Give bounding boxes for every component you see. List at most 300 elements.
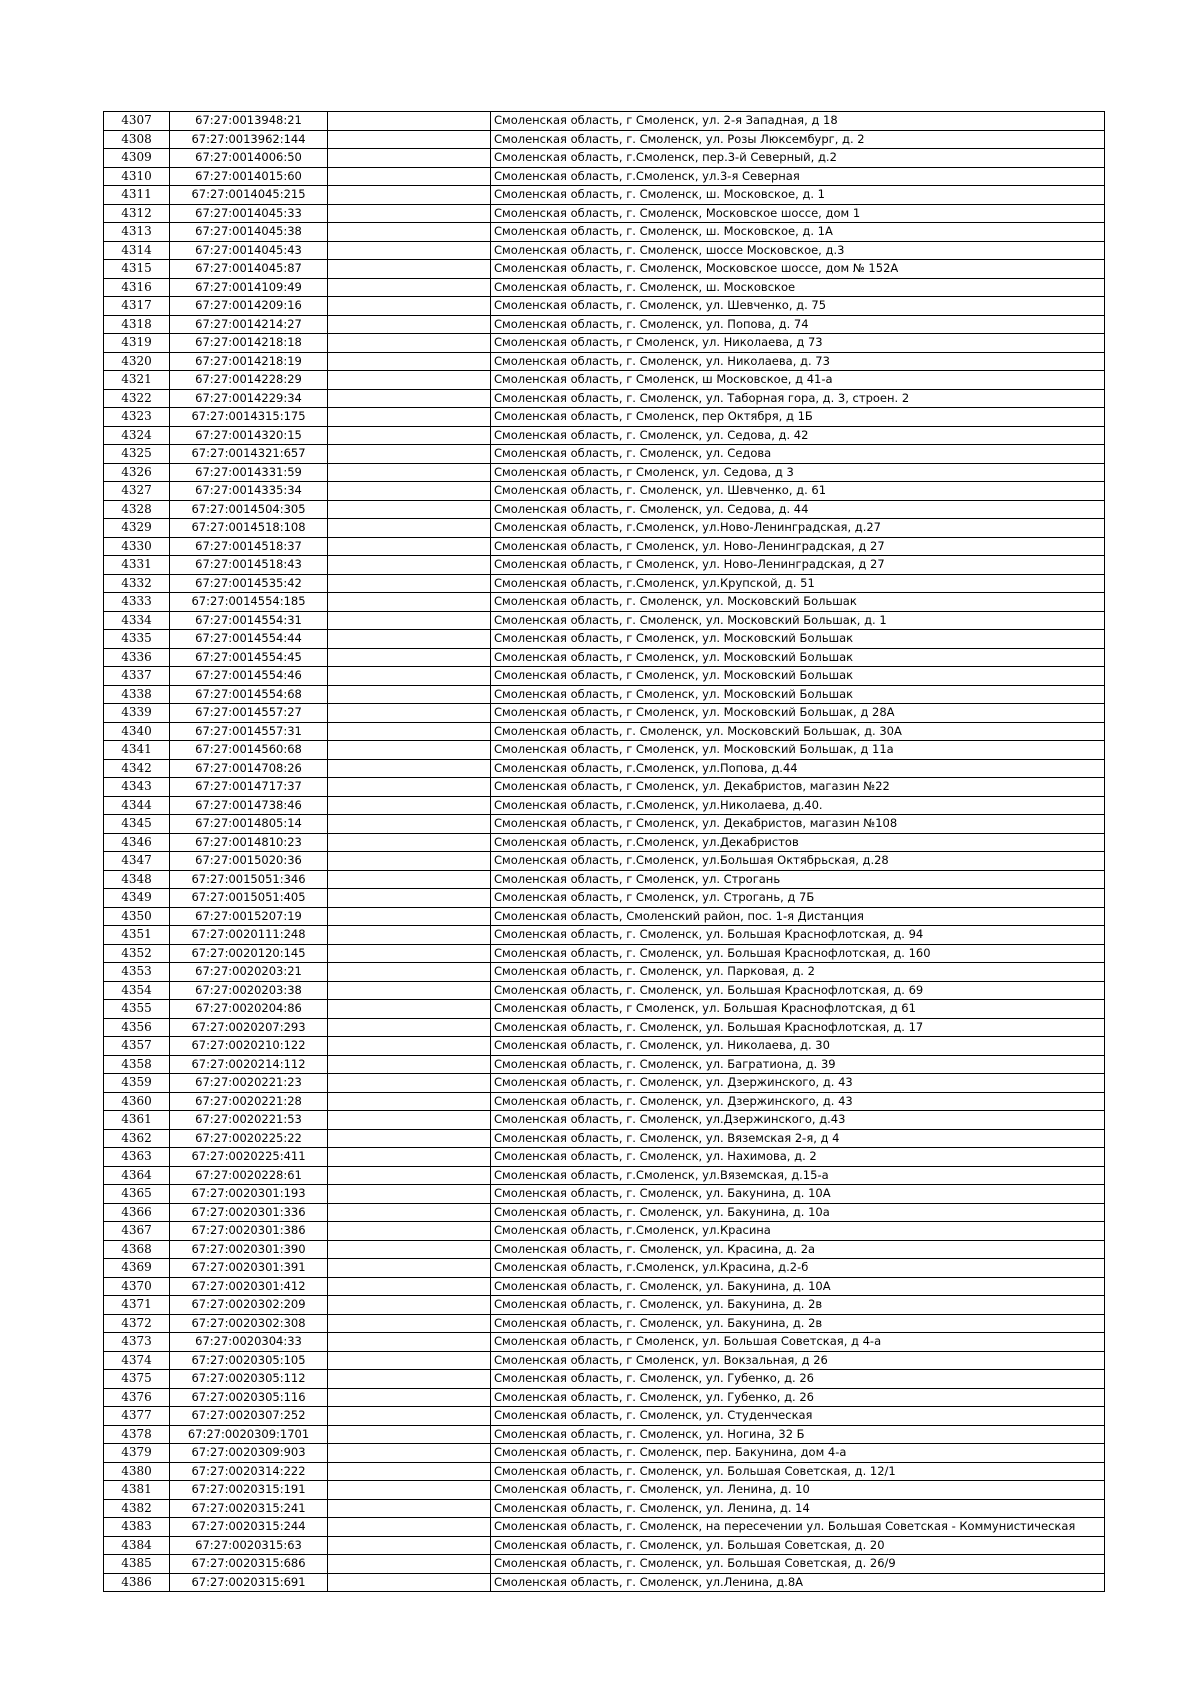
address-cell: Смоленская область, г. Смоленск, на пересечении ул. Большая Советская - Коммунистическая bbox=[491, 1518, 1105, 1537]
table-row bbox=[104, 1259, 1105, 1278]
cadastral-number-cell: 67:27:0014335:34 bbox=[170, 482, 328, 501]
row-number-cell: 4361 bbox=[104, 1111, 170, 1130]
cadastral-number-cell: 67:27:0014554:46 bbox=[170, 667, 328, 686]
table-row bbox=[104, 593, 1105, 612]
table-row bbox=[104, 685, 1105, 704]
row-number-cell: 4354 bbox=[104, 981, 170, 1000]
row-number-cell: 4340 bbox=[104, 722, 170, 741]
table-row bbox=[104, 426, 1105, 445]
address-cell: Смоленская область, г. Смоленск, ул. Большая Краснофлотская, д. 94 bbox=[491, 926, 1105, 945]
registry-table bbox=[103, 111, 1105, 1592]
cadastral-number-cell: 67:27:0020207:293 bbox=[170, 1018, 328, 1037]
row-number-cell: 4386 bbox=[104, 1573, 170, 1592]
empty-cell bbox=[328, 1000, 491, 1019]
cadastral-number-cell: 67:27:0014209:16 bbox=[170, 297, 328, 316]
table-row bbox=[104, 852, 1105, 871]
row-number-cell: 4374 bbox=[104, 1351, 170, 1370]
address-cell: Смоленская область, г. Смоленск, ул. Большая Советская, д. 26/9 bbox=[491, 1555, 1105, 1574]
table-row bbox=[104, 1000, 1105, 1019]
address-cell: Смоленская область, г. Смоленск, ул. Московский Большак bbox=[491, 593, 1105, 612]
address-cell: Смоленская область, г Смоленск, ул. Московский Большак bbox=[491, 630, 1105, 649]
row-number-cell: 4312 bbox=[104, 204, 170, 223]
cadastral-number-cell: 67:27:0020221:53 bbox=[170, 1111, 328, 1130]
table-row bbox=[104, 574, 1105, 593]
row-number-cell: 4313 bbox=[104, 223, 170, 242]
cadastral-number-cell: 67:27:0014045:87 bbox=[170, 260, 328, 279]
row-number-cell: 4373 bbox=[104, 1333, 170, 1352]
cadastral-number-cell: 67:27:0014315:175 bbox=[170, 408, 328, 427]
address-cell: Смоленская область, г. Смоленск, ул. Парковая, д. 2 bbox=[491, 963, 1105, 982]
row-number-cell: 4362 bbox=[104, 1129, 170, 1148]
row-number-cell: 4360 bbox=[104, 1092, 170, 1111]
empty-cell bbox=[328, 926, 491, 945]
table-row bbox=[104, 963, 1105, 982]
cadastral-number-cell: 67:27:0014218:18 bbox=[170, 334, 328, 353]
cadastral-number-cell: 67:27:0020225:22 bbox=[170, 1129, 328, 1148]
row-number-cell: 4385 bbox=[104, 1555, 170, 1574]
cadastral-number-cell: 67:27:0015020:36 bbox=[170, 852, 328, 871]
empty-cell bbox=[328, 759, 491, 778]
table-row bbox=[104, 1018, 1105, 1037]
address-cell: Смоленская область, г. Смоленск, ул. Бакунина, д. 2в bbox=[491, 1314, 1105, 1333]
address-cell: Смоленская область, г. Смоленск, ул. Ленина, д. 14 bbox=[491, 1499, 1105, 1518]
empty-cell bbox=[328, 981, 491, 1000]
cadastral-number-cell: 67:27:0020302:209 bbox=[170, 1296, 328, 1315]
cadastral-number-cell: 67:27:0014045:33 bbox=[170, 204, 328, 223]
empty-cell bbox=[328, 389, 491, 408]
row-number-cell: 4335 bbox=[104, 630, 170, 649]
row-number-cell: 4307 bbox=[104, 112, 170, 131]
address-cell: Смоленская область, г. Смоленск, ул. Красина, д. 2а bbox=[491, 1240, 1105, 1259]
table-row bbox=[104, 722, 1105, 741]
empty-cell bbox=[328, 1148, 491, 1167]
cadastral-number-cell: 67:27:0020204:86 bbox=[170, 1000, 328, 1019]
table-row bbox=[104, 1407, 1105, 1426]
table-row bbox=[104, 1166, 1105, 1185]
cadastral-number-cell: 67:27:0014518:37 bbox=[170, 537, 328, 556]
empty-cell bbox=[328, 704, 491, 723]
empty-cell bbox=[328, 1111, 491, 1130]
row-number-cell: 4325 bbox=[104, 445, 170, 464]
address-cell: Смоленская область, г. Смоленск, ул. Бакунина, д. 2в bbox=[491, 1296, 1105, 1315]
empty-cell bbox=[328, 1296, 491, 1315]
empty-cell bbox=[328, 944, 491, 963]
cadastral-number-cell: 67:27:0020315:63 bbox=[170, 1536, 328, 1555]
cadastral-number-cell: 67:27:0014554:45 bbox=[170, 648, 328, 667]
address-cell: Смоленская область, г Смоленск, ул. Строгань bbox=[491, 870, 1105, 889]
table-row bbox=[104, 907, 1105, 926]
address-cell: Смоленская область, г Смоленск, ул. Ново-Ленинградская, д 27 bbox=[491, 537, 1105, 556]
table-row bbox=[104, 833, 1105, 852]
row-number-cell: 4363 bbox=[104, 1148, 170, 1167]
table-row bbox=[104, 1351, 1105, 1370]
table-row bbox=[104, 556, 1105, 575]
row-number-cell: 4321 bbox=[104, 371, 170, 390]
empty-cell bbox=[328, 241, 491, 260]
table-row bbox=[104, 130, 1105, 149]
row-number-cell: 4369 bbox=[104, 1259, 170, 1278]
cadastral-number-cell: 67:27:0014554:31 bbox=[170, 611, 328, 630]
empty-cell bbox=[328, 408, 491, 427]
table-row bbox=[104, 1240, 1105, 1259]
address-cell: Смоленская область, г. Смоленск, ул. Бакунина, д. 10а bbox=[491, 1203, 1105, 1222]
row-number-cell: 4329 bbox=[104, 519, 170, 538]
table-row bbox=[104, 1314, 1105, 1333]
row-number-cell: 4377 bbox=[104, 1407, 170, 1426]
empty-cell bbox=[328, 426, 491, 445]
cadastral-number-cell: 67:27:0020301:390 bbox=[170, 1240, 328, 1259]
table-row bbox=[104, 352, 1105, 371]
row-number-cell: 4338 bbox=[104, 685, 170, 704]
row-number-cell: 4310 bbox=[104, 167, 170, 186]
cadastral-number-cell: 67:27:0014214:27 bbox=[170, 315, 328, 334]
empty-cell bbox=[328, 1277, 491, 1296]
registry-table-body bbox=[104, 112, 1105, 1592]
cadastral-number-cell: 67:27:0014228:29 bbox=[170, 371, 328, 390]
empty-cell bbox=[328, 1222, 491, 1241]
cadastral-number-cell: 67:27:0020315:191 bbox=[170, 1481, 328, 1500]
row-number-cell: 4348 bbox=[104, 870, 170, 889]
table-row bbox=[104, 1536, 1105, 1555]
empty-cell bbox=[328, 852, 491, 871]
empty-cell bbox=[328, 796, 491, 815]
row-number-cell: 4375 bbox=[104, 1370, 170, 1389]
address-cell: Смоленская область, г Смоленск, ул. Московский Большак, д 28А bbox=[491, 704, 1105, 723]
empty-cell bbox=[328, 278, 491, 297]
cadastral-number-cell: 67:27:0020305:116 bbox=[170, 1388, 328, 1407]
address-cell: Смоленская область, г.Смоленск, ул.Декабристов bbox=[491, 833, 1105, 852]
cadastral-number-cell: 67:27:0020120:145 bbox=[170, 944, 328, 963]
cadastral-number-cell: 67:27:0014554:68 bbox=[170, 685, 328, 704]
cadastral-number-cell: 67:27:0020221:23 bbox=[170, 1074, 328, 1093]
row-number-cell: 4322 bbox=[104, 389, 170, 408]
cadastral-number-cell: 67:27:0014518:108 bbox=[170, 519, 328, 538]
address-cell: Смоленская область, г. Смоленск, ул. Николаева, д. 73 bbox=[491, 352, 1105, 371]
table-row bbox=[104, 1518, 1105, 1537]
row-number-cell: 4341 bbox=[104, 741, 170, 760]
table-row bbox=[104, 1037, 1105, 1056]
address-cell: Смоленская область, г.Смоленск, ул.Попова, д.44 bbox=[491, 759, 1105, 778]
empty-cell bbox=[328, 1259, 491, 1278]
table-row bbox=[104, 778, 1105, 797]
row-number-cell: 4332 bbox=[104, 574, 170, 593]
row-number-cell: 4314 bbox=[104, 241, 170, 260]
address-cell: Смоленская область, г. Смоленск, ул. Седова, д. 44 bbox=[491, 500, 1105, 519]
row-number-cell: 4309 bbox=[104, 149, 170, 168]
empty-cell bbox=[328, 223, 491, 242]
cadastral-number-cell: 67:27:0020305:112 bbox=[170, 1370, 328, 1389]
address-cell: Смоленская область, г. Смоленск, ул. Николаева, д. 30 bbox=[491, 1037, 1105, 1056]
table-row bbox=[104, 112, 1105, 131]
cadastral-number-cell: 67:27:0020309:1701 bbox=[170, 1425, 328, 1444]
cadastral-number-cell: 67:27:0020301:412 bbox=[170, 1277, 328, 1296]
row-number-cell: 4383 bbox=[104, 1518, 170, 1537]
cadastral-number-cell: 67:27:0014535:42 bbox=[170, 574, 328, 593]
row-number-cell: 4339 bbox=[104, 704, 170, 723]
empty-cell bbox=[328, 722, 491, 741]
empty-cell bbox=[328, 889, 491, 908]
row-number-cell: 4346 bbox=[104, 833, 170, 852]
row-number-cell: 4349 bbox=[104, 889, 170, 908]
address-cell: Смоленская область, г. Смоленск, ул. Ленина, д. 10 bbox=[491, 1481, 1105, 1500]
cadastral-number-cell: 67:27:0014331:59 bbox=[170, 463, 328, 482]
address-cell: Смоленская область, г. Смоленск, Московское шоссе, дом 1 bbox=[491, 204, 1105, 223]
cadastral-number-cell: 67:27:0014560:68 bbox=[170, 741, 328, 760]
table-row bbox=[104, 315, 1105, 334]
empty-cell bbox=[328, 482, 491, 501]
address-cell: Смоленская область, г Смоленск, ул. Ново-Ленинградская, д 27 bbox=[491, 556, 1105, 575]
row-number-cell: 4315 bbox=[104, 260, 170, 279]
cadastral-number-cell: 67:27:0015051:346 bbox=[170, 870, 328, 889]
row-number-cell: 4334 bbox=[104, 611, 170, 630]
cadastral-number-cell: 67:27:0014738:46 bbox=[170, 796, 328, 815]
row-number-cell: 4364 bbox=[104, 1166, 170, 1185]
cadastral-number-cell: 67:27:0014015:60 bbox=[170, 167, 328, 186]
table-row bbox=[104, 1296, 1105, 1315]
address-cell: Смоленская область, г. Смоленск, Московское шоссе, дом № 152А bbox=[491, 260, 1105, 279]
cadastral-number-cell: 67:27:0013962:144 bbox=[170, 130, 328, 149]
cadastral-number-cell: 67:27:0020305:105 bbox=[170, 1351, 328, 1370]
empty-cell bbox=[328, 463, 491, 482]
empty-cell bbox=[328, 371, 491, 390]
address-cell: Смоленская область, г. Смоленск, ул. Губенко, д. 26 bbox=[491, 1388, 1105, 1407]
row-number-cell: 4376 bbox=[104, 1388, 170, 1407]
table-row bbox=[104, 1055, 1105, 1074]
empty-cell bbox=[328, 963, 491, 982]
table-row bbox=[104, 223, 1105, 242]
cadastral-number-cell: 67:27:0020301:336 bbox=[170, 1203, 328, 1222]
table-row bbox=[104, 1203, 1105, 1222]
table-row bbox=[104, 1481, 1105, 1500]
address-cell: Смоленская область, г. Смоленск, ул. Багратиона, д. 39 bbox=[491, 1055, 1105, 1074]
empty-cell bbox=[328, 315, 491, 334]
empty-cell bbox=[328, 556, 491, 575]
cadastral-number-cell: 67:27:0020203:21 bbox=[170, 963, 328, 982]
table-row bbox=[104, 1185, 1105, 1204]
address-cell: Смоленская область, г Смоленск, ул. Декабристов, магазин №108 bbox=[491, 815, 1105, 834]
cadastral-number-cell: 67:27:0020214:112 bbox=[170, 1055, 328, 1074]
empty-cell bbox=[328, 1092, 491, 1111]
row-number-cell: 4365 bbox=[104, 1185, 170, 1204]
row-number-cell: 4355 bbox=[104, 1000, 170, 1019]
cadastral-number-cell: 67:27:0020314:222 bbox=[170, 1462, 328, 1481]
table-row bbox=[104, 648, 1105, 667]
empty-cell bbox=[328, 574, 491, 593]
empty-cell bbox=[328, 685, 491, 704]
cadastral-number-cell: 67:27:0020315:244 bbox=[170, 1518, 328, 1537]
cadastral-number-cell: 67:27:0013948:21 bbox=[170, 112, 328, 131]
address-cell: Смоленская область, г Смоленск, ул. Николаева, д 73 bbox=[491, 334, 1105, 353]
empty-cell bbox=[328, 1555, 491, 1574]
address-cell: Смоленская область, г. Смоленск, ул. Розы Люксембург, д. 2 bbox=[491, 130, 1105, 149]
address-cell: Смоленская область, г. Смоленск, ул. Студенческая bbox=[491, 1407, 1105, 1426]
empty-cell bbox=[328, 1481, 491, 1500]
empty-cell bbox=[328, 1185, 491, 1204]
row-number-cell: 4326 bbox=[104, 463, 170, 482]
address-cell: Смоленская область, г.Смоленск, пер.3-й Северный, д.2 bbox=[491, 149, 1105, 168]
table-row bbox=[104, 204, 1105, 223]
empty-cell bbox=[328, 1037, 491, 1056]
row-number-cell: 4318 bbox=[104, 315, 170, 334]
row-number-cell: 4353 bbox=[104, 963, 170, 982]
row-number-cell: 4381 bbox=[104, 1481, 170, 1500]
empty-cell bbox=[328, 593, 491, 612]
cadastral-number-cell: 67:27:0020315:691 bbox=[170, 1573, 328, 1592]
empty-cell bbox=[328, 1425, 491, 1444]
empty-cell bbox=[328, 667, 491, 686]
table-row bbox=[104, 1148, 1105, 1167]
row-number-cell: 4337 bbox=[104, 667, 170, 686]
table-row bbox=[104, 1370, 1105, 1389]
row-number-cell: 4358 bbox=[104, 1055, 170, 1074]
address-cell: Смоленская область, г. Смоленск, ул. Нахимова, д. 2 bbox=[491, 1148, 1105, 1167]
empty-cell bbox=[328, 334, 491, 353]
table-row bbox=[104, 1444, 1105, 1463]
row-number-cell: 4323 bbox=[104, 408, 170, 427]
table-row bbox=[104, 389, 1105, 408]
row-number-cell: 4366 bbox=[104, 1203, 170, 1222]
address-cell: Смоленская область, г. Смоленск, ул. Седова bbox=[491, 445, 1105, 464]
address-cell: Смоленская область, г. Смоленск, ул. Большая Советская, д. 12/1 bbox=[491, 1462, 1105, 1481]
table-row bbox=[104, 371, 1105, 390]
cadastral-number-cell: 67:27:0014321:657 bbox=[170, 445, 328, 464]
row-number-cell: 4308 bbox=[104, 130, 170, 149]
address-cell: Смоленская область, г Смоленск, ул. 2-я Западная, д 18 bbox=[491, 112, 1105, 131]
address-cell: Смоленская область, г.Смоленск, ул.Красина bbox=[491, 1222, 1105, 1241]
address-cell: Смоленская область, г Смоленск, ул. Московский Большак bbox=[491, 685, 1105, 704]
row-number-cell: 4324 bbox=[104, 426, 170, 445]
table-row bbox=[104, 944, 1105, 963]
address-cell: Смоленская область, г.Смоленск, ул.Красина, д.2-б bbox=[491, 1259, 1105, 1278]
cadastral-number-cell: 67:27:0014504:305 bbox=[170, 500, 328, 519]
table-row bbox=[104, 463, 1105, 482]
empty-cell bbox=[328, 1314, 491, 1333]
table-row bbox=[104, 1388, 1105, 1407]
address-cell: Смоленская область, г. Смоленск, ул.Дзержинского, д.43 bbox=[491, 1111, 1105, 1130]
cadastral-number-cell: 67:27:0014518:43 bbox=[170, 556, 328, 575]
row-number-cell: 4380 bbox=[104, 1462, 170, 1481]
address-cell: Смоленская область, г.Смоленск, ул.Вяземская, д.15-а bbox=[491, 1166, 1105, 1185]
cadastral-number-cell: 67:27:0020315:686 bbox=[170, 1555, 328, 1574]
table-row bbox=[104, 278, 1105, 297]
table-row bbox=[104, 537, 1105, 556]
row-number-cell: 4357 bbox=[104, 1037, 170, 1056]
row-number-cell: 4320 bbox=[104, 352, 170, 371]
table-row bbox=[104, 611, 1105, 630]
empty-cell bbox=[328, 1444, 491, 1463]
address-cell: Смоленская область, г Смоленск, ул. Строгань, д 7Б bbox=[491, 889, 1105, 908]
empty-cell bbox=[328, 1573, 491, 1592]
table-row bbox=[104, 1499, 1105, 1518]
table-row bbox=[104, 1092, 1105, 1111]
address-cell: Смоленская область, г.Смоленск, ул.3-я Северная bbox=[491, 167, 1105, 186]
cadastral-number-cell: 67:27:0020302:308 bbox=[170, 1314, 328, 1333]
table-row bbox=[104, 870, 1105, 889]
empty-cell bbox=[328, 1129, 491, 1148]
address-cell: Смоленская область, г. Смоленск, ул. Дзержинского, д. 43 bbox=[491, 1092, 1105, 1111]
address-cell: Смоленская область, г. Смоленск, ул. Большая Краснофлотская, д. 69 bbox=[491, 981, 1105, 1000]
cadastral-number-cell: 67:27:0014229:34 bbox=[170, 389, 328, 408]
table-row bbox=[104, 297, 1105, 316]
address-cell: Смоленская область, г.Смоленск, ул.Крупской, д. 51 bbox=[491, 574, 1105, 593]
address-cell: Смоленская область, г Смоленск, ул. Большая Советская, д 4-а bbox=[491, 1333, 1105, 1352]
address-cell: Смоленская область, г Смоленск, ш Московское, д 41-а bbox=[491, 371, 1105, 390]
table-row bbox=[104, 667, 1105, 686]
empty-cell bbox=[328, 1351, 491, 1370]
empty-cell bbox=[328, 630, 491, 649]
row-number-cell: 4316 bbox=[104, 278, 170, 297]
empty-cell bbox=[328, 1499, 491, 1518]
table-row bbox=[104, 796, 1105, 815]
table-row bbox=[104, 630, 1105, 649]
table-row bbox=[104, 1333, 1105, 1352]
row-number-cell: 4367 bbox=[104, 1222, 170, 1241]
empty-cell bbox=[328, 204, 491, 223]
row-number-cell: 4319 bbox=[104, 334, 170, 353]
cadastral-number-cell: 67:27:0020221:28 bbox=[170, 1092, 328, 1111]
cadastral-number-cell: 67:27:0014045:215 bbox=[170, 186, 328, 205]
cadastral-number-cell: 67:27:0015051:405 bbox=[170, 889, 328, 908]
cadastral-number-cell: 67:27:0014708:26 bbox=[170, 759, 328, 778]
table-row bbox=[104, 759, 1105, 778]
cadastral-number-cell: 67:27:0020307:252 bbox=[170, 1407, 328, 1426]
address-cell: Смоленская область, г. Смоленск, ул. Большая Краснофлотская, д. 160 bbox=[491, 944, 1105, 963]
address-cell: Смоленская область, г Смоленск, ул. Большая Краснофлотская, д 61 bbox=[491, 1000, 1105, 1019]
row-number-cell: 4343 bbox=[104, 778, 170, 797]
row-number-cell: 4352 bbox=[104, 944, 170, 963]
empty-cell bbox=[328, 833, 491, 852]
address-cell: Смоленская область, г. Смоленск, ул. Шевченко, д. 61 bbox=[491, 482, 1105, 501]
table-row bbox=[104, 1573, 1105, 1592]
row-number-cell: 4359 bbox=[104, 1074, 170, 1093]
cadastral-number-cell: 67:27:0014554:185 bbox=[170, 593, 328, 612]
table-row bbox=[104, 186, 1105, 205]
empty-cell bbox=[328, 260, 491, 279]
cadastral-number-cell: 67:27:0020301:391 bbox=[170, 1259, 328, 1278]
address-cell: Смоленская область, г. Смоленск, ул. Бакунина, д. 10А bbox=[491, 1185, 1105, 1204]
row-number-cell: 4342 bbox=[104, 759, 170, 778]
table-row bbox=[104, 1222, 1105, 1241]
cadastral-number-cell: 67:27:0020225:411 bbox=[170, 1148, 328, 1167]
table-row bbox=[104, 445, 1105, 464]
empty-cell bbox=[328, 1333, 491, 1352]
cadastral-number-cell: 67:27:0020203:38 bbox=[170, 981, 328, 1000]
table-row bbox=[104, 981, 1105, 1000]
table-row bbox=[104, 815, 1105, 834]
empty-cell bbox=[328, 1074, 491, 1093]
empty-cell bbox=[328, 778, 491, 797]
cadastral-number-cell: 67:27:0014320:15 bbox=[170, 426, 328, 445]
address-cell: Смоленская область, г. Смоленск, ш. Московское bbox=[491, 278, 1105, 297]
cadastral-number-cell: 67:27:0014045:43 bbox=[170, 241, 328, 260]
table-row bbox=[104, 1555, 1105, 1574]
empty-cell bbox=[328, 1407, 491, 1426]
empty-cell bbox=[328, 130, 491, 149]
address-cell: Смоленская область, г. Смоленск, ул. Московский Большак, д. 1 bbox=[491, 611, 1105, 630]
row-number-cell: 4384 bbox=[104, 1536, 170, 1555]
cadastral-number-cell: 67:27:0014554:44 bbox=[170, 630, 328, 649]
address-cell: Смоленская область, г.Смоленск, ул.Ново-Ленинградская, д.27 bbox=[491, 519, 1105, 538]
cadastral-number-cell: 67:27:0014006:50 bbox=[170, 149, 328, 168]
empty-cell bbox=[328, 870, 491, 889]
address-cell: Смоленская область, г. Смоленск, ул. Вяземская 2-я, д 4 bbox=[491, 1129, 1105, 1148]
empty-cell bbox=[328, 1240, 491, 1259]
cadastral-number-cell: 67:27:0014805:14 bbox=[170, 815, 328, 834]
row-number-cell: 4330 bbox=[104, 537, 170, 556]
address-cell: Смоленская область, г Смоленск, пер Октября, д 1Б bbox=[491, 408, 1105, 427]
address-cell: Смоленская область, г. Смоленск, ул. Московский Большак, д. 30А bbox=[491, 722, 1105, 741]
empty-cell bbox=[328, 1055, 491, 1074]
